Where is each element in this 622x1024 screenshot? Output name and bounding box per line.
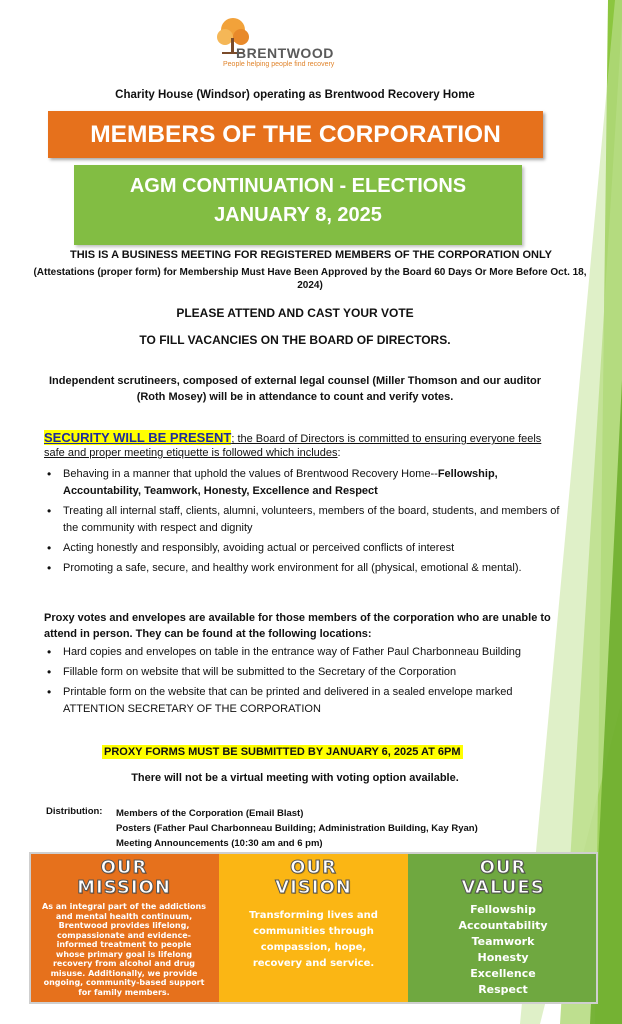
- list-item-text: Treating all internal staff, clients, alumni, volunteers, members of the board, students, and members of the community with respect and dignity: [63, 505, 560, 534]
- attend-line-1: PLEASE ATTEND AND CAST YOUR VOTE: [176, 306, 414, 320]
- security-highlight: SECURITY WILL BE PRESENT: [44, 430, 232, 445]
- mission-title-1: OUR: [100, 857, 148, 878]
- distribution-lines: [116, 806, 478, 851]
- proxy-locations-list: [44, 644, 564, 721]
- values-list: [408, 902, 598, 998]
- proxy-intro: Proxy votes and envelopes are available for those members of the corporation who are unable to attend in person. They can be found at the following locations:: [44, 612, 551, 640]
- logo-name: BRENTWOOD: [236, 45, 334, 61]
- list-item: [44, 466, 564, 500]
- scrutineers-note: Independent scrutineers, composed of external legal counsel (Miller Thomson and our auditor (Roth Mosey) will be in attendance to count and verify votes.: [48, 375, 542, 403]
- list-item: • Printable form on the website that can be printed and delivered in a sealed envelope marked ATTENTION SECRETARY OF THE CORPORATION: [44, 684, 564, 718]
- list-item: [44, 503, 564, 537]
- vision-title-1: OUR: [290, 857, 337, 878]
- list-item: [44, 560, 564, 577]
- charity-line: Charity House (Windsor) operating as Brentwood Recovery Home: [115, 89, 475, 101]
- value-item: Fellowship: [470, 903, 536, 916]
- event-banner: [74, 165, 522, 245]
- event-title: AGM CONTINUATION - ELECTIONS: [129, 175, 467, 197]
- mission-body: As an integral part of the addictions and mental health continuum, Brentwood provides lifelong, compassionate and evidence-informed treatment to people whose primary goal is lifelong recovery from alcohol and drug misuse. Additionally, we provide ongoing, community-based support for family members.: [42, 902, 206, 997]
- distribution-line: Members of the Corporation (Email Blast): [116, 808, 304, 819]
- list-item-text: Promoting a safe, secure, and healthy work environment for all (physical, emotional & mental).: [63, 562, 522, 574]
- values-title-1: OUR: [479, 857, 527, 878]
- list-item: • Hard copies and envelopes on table in the entrance way of Father Paul Charbonneau Building: [44, 644, 564, 661]
- security-statement: [44, 431, 564, 460]
- list-item: [44, 540, 564, 557]
- list-item-text: Behaving in a manner that uphold the values of Brentwood Recovery Home--: [63, 468, 438, 480]
- value-item: Accountability: [458, 919, 548, 932]
- mission-title-2: MISSION: [77, 877, 171, 898]
- members-banner: MEMBERS OF THE CORPORATION: [48, 111, 543, 158]
- attestations-note: (Attestations (proper form) for Membership Must Have Been Approved by the Board 60 Days Or More Before Oct. 18, 2024): [33, 267, 587, 291]
- no-virtual-note: There will not be a virtual meeting with voting option available.: [131, 772, 459, 784]
- values-title-2: VALUES: [461, 877, 545, 898]
- list-item-bold: Fellowship, Accountability, Teamwork, Honesty, Excellence and Respect: [63, 468, 498, 497]
- values-box: [408, 852, 598, 1004]
- list-item: • Fillable form on website that will be submitted to the Secretary of the Corporation: [44, 664, 564, 681]
- etiquette-list: [44, 466, 564, 580]
- security-rest: ; the Board of Directors is committed to ensuring everyone feels safe and proper meeting etiquette is followed which includes: [44, 433, 542, 459]
- attend-line-2: TO FILL VACANCIES ON THE BOARD OF DIRECTORS.: [139, 333, 451, 347]
- proxy-deadline: PROXY FORMS MUST BE SUBMITTED BY JANUARY 6, 2025 AT 6PM: [104, 746, 461, 758]
- vision-box: [219, 852, 408, 1004]
- security-colon: :: [337, 447, 341, 459]
- logo-tagline: People helping people find recovery: [223, 61, 335, 68]
- vision-body: Transforming lives and communities through compassion, hope, recovery and service.: [249, 910, 378, 969]
- distribution-label: Distribution:: [46, 806, 103, 817]
- value-item: Excellence: [470, 967, 536, 980]
- value-item: Honesty: [477, 951, 529, 964]
- distribution-line: Meeting Announcements (10:30 am and 6 pm): [116, 838, 323, 849]
- business-meeting-notice: THIS IS A BUSINESS MEETING FOR REGISTERED MEMBERS OF THE CORPORATION ONLY: [69, 249, 552, 261]
- vision-title-2: VISION: [275, 877, 352, 898]
- mission-box: [29, 852, 219, 1004]
- event-date: JANUARY 8, 2025: [214, 204, 382, 226]
- distribution-line: Posters (Father Paul Charbonneau Building; Administration Building, Kay Ryan): [116, 823, 478, 834]
- list-item-text: Acting honestly and responsibly, avoiding actual or perceived conflicts of interest: [63, 542, 455, 554]
- value-item: Teamwork: [471, 935, 535, 948]
- value-item: Respect: [478, 983, 528, 996]
